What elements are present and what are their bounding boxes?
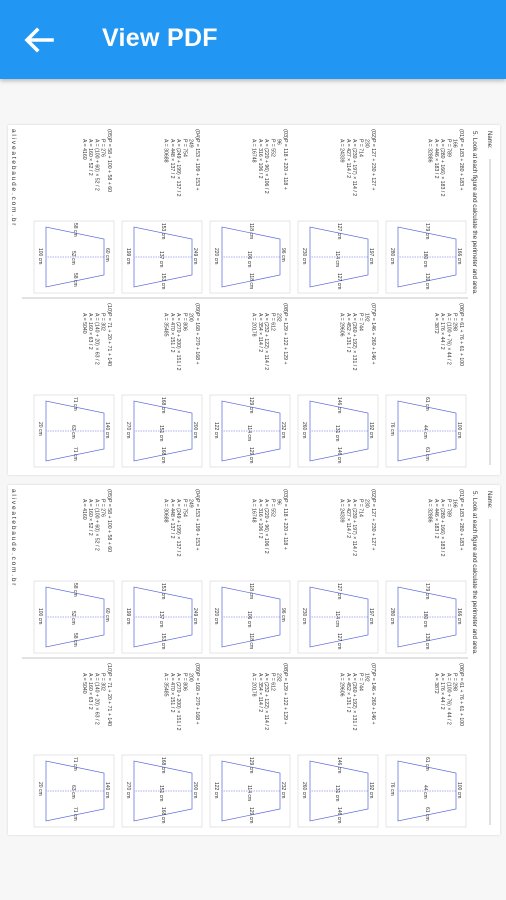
calculation-line: A = 316 × 106 / 2: [256, 499, 263, 539]
calculation-line: P = 58 + 100 + 58 + 60: [106, 139, 112, 192]
left-side-label: 127 cm: [336, 223, 342, 240]
calculation-line: P = 754: [181, 139, 188, 157]
calculation-line: 200: [187, 673, 194, 682]
left-side-label: 118 cm: [248, 223, 254, 240]
calculation-line: P = 754: [181, 499, 188, 517]
calculation-line: A = 446 × 183 / 2: [432, 499, 439, 539]
right-side-label: 139 cm: [424, 273, 430, 290]
calculation-line: A = 4160: [80, 499, 87, 520]
calculation-line: A = 160 × 63 / 2: [87, 673, 94, 710]
top-base-label: 232 cm: [280, 422, 286, 439]
calculation-line: P = 71 + 20 + 71 + 140: [106, 673, 112, 726]
calculation-line: A = 452 × 131 / 2: [344, 673, 351, 713]
pdf-viewer[interactable]: [0, 79, 506, 900]
right-side-label: 61 cm: [424, 447, 430, 461]
calculation-line: A = (230 + 197) × 114 / 2: [351, 139, 358, 197]
calculation-line: A = 316 × 106 / 2: [256, 139, 263, 179]
problem-number: (02): [370, 489, 376, 499]
problem-number: (08): [282, 663, 288, 673]
calculation-line: A = (140 + 20) × 63 / 2: [93, 673, 100, 725]
calculation-line: P = 183 + 280 + 183 +: [458, 499, 464, 551]
right-side-label: 153 cm: [160, 633, 166, 650]
top-base-label: 60 cm: [104, 608, 110, 622]
height-label: 52 cm: [70, 611, 76, 625]
bottom-base-label: 100 cm: [37, 608, 43, 625]
calculation-line: A = (260 + 192) × 131 / 2: [351, 313, 358, 371]
calculation-line: P = 146 + 260 + 146 +: [370, 673, 376, 725]
calculation-line: A = 5040: [80, 313, 87, 334]
calculation-line: A = 427 × 114 / 2: [344, 499, 351, 539]
worksheet-1-content: [8, 125, 500, 475]
calculation-line: P = 714: [357, 499, 364, 517]
calculation-line: A = 427 × 114 / 2: [344, 139, 351, 179]
bottom-base-label: 220 cm: [213, 248, 219, 265]
top-base-label: 192 cm: [368, 422, 374, 439]
left-side-label: 168 cm: [160, 397, 166, 414]
bottom-base-label: 20 cm: [37, 422, 43, 436]
worksheet-page-1: [8, 125, 500, 475]
calculation-line: P = 58 + 100 + 58 + 60: [106, 499, 112, 552]
left-side-label: 129 cm: [248, 757, 254, 774]
calculation-line: P = 744: [357, 673, 364, 691]
worksheet-instruction: 5. Look at each figure and calculate the perimeter and area.: [471, 131, 478, 295]
problem-number: (07): [370, 663, 376, 673]
calculation-line: P = 168 + 270 + 168 +: [194, 673, 200, 725]
top-base-label: 249 cm: [192, 248, 198, 265]
calculation-line: 96: [275, 499, 282, 505]
problem-number: (08): [282, 303, 288, 313]
right-side-label: 129 cm: [248, 447, 254, 464]
height-label: 137 cm: [158, 251, 164, 268]
calculation-line: P = 153 + 199 + 153 +: [194, 139, 200, 191]
calculation-line: A = (280 + 166) × 183 / 2: [439, 139, 446, 197]
right-side-label: 71 cm: [72, 447, 78, 461]
top-base-label: 192 cm: [368, 782, 374, 799]
top-base-label: 96 cm: [280, 608, 286, 622]
calculation-line: P = 276: [99, 139, 106, 157]
calculation-line: A = (220 + 96) × 106 / 2: [263, 139, 270, 194]
top-base-label: 197 cm: [368, 248, 374, 265]
right-side-label: 146 cm: [336, 807, 342, 824]
height-label: 44 cm: [422, 785, 428, 799]
bottom-base-label: 260 cm: [301, 782, 307, 799]
left-side-label: 58 cm: [72, 223, 78, 237]
calculation-line: A = (270 + 200) × 151 / 2: [175, 313, 182, 371]
right-side-label: 118 cm: [248, 273, 254, 290]
problem-number: (10): [106, 663, 112, 673]
height-label: 131 cm: [334, 425, 340, 442]
calculation-line: P = 61 + 76 + 61 + 100: [458, 673, 464, 726]
calculation-line: A = (232 + 122) × 114 / 2: [263, 673, 270, 731]
bottom-base-label: 199 cm: [125, 608, 131, 625]
calculation-line: P = 129 + 122 + 129 +: [282, 313, 288, 365]
left-side-label: 61 cm: [424, 397, 430, 411]
calculation-line: P = 71 + 20 + 71 + 140: [106, 313, 112, 366]
left-side-label: 153 cm: [160, 583, 166, 600]
calculation-line: A = 446 × 183 / 2: [432, 139, 439, 179]
calculation-line: A = (270 + 200) × 151 / 2: [175, 673, 182, 731]
worksheet-footer: a l i v e a t e b a u d e . c o m . b r: [10, 129, 17, 226]
calculation-line: P = 298: [451, 673, 458, 691]
calculation-line: A = 470 × 151 / 2: [168, 313, 175, 353]
calculation-line: A = (100 + 60) × 52 / 2: [93, 139, 100, 191]
height-label: 180 cm: [422, 611, 428, 628]
problem-number: (01): [458, 129, 464, 139]
bottom-base-label: 270 cm: [125, 422, 131, 439]
worksheet-name-label: Name:: [486, 491, 492, 509]
right-side-label: 58 cm: [72, 633, 78, 647]
calculation-line: A = (100 + 60) × 52 / 2: [93, 499, 100, 551]
top-base-label: 249 cm: [192, 608, 198, 625]
top-base-label: 96 cm: [280, 248, 286, 262]
calculation-line: P = 183 + 280 + 183 +: [458, 139, 464, 191]
calculation-line: A = 30688: [162, 499, 169, 523]
calculation-line: A = (232 + 122) × 114 / 2: [263, 313, 270, 371]
problem-number: (01): [458, 489, 464, 499]
calculation-line: 166: [451, 499, 458, 508]
top-base-label: 140 cm: [104, 422, 110, 439]
height-label: 106 cm: [246, 251, 252, 268]
problem-number: (04): [194, 129, 200, 139]
calculation-line: A = 160 × 52 / 2: [87, 139, 94, 176]
calculation-line: A = 354 × 114 / 2: [256, 313, 263, 353]
calculation-line: P = 298: [451, 313, 458, 331]
calculation-line: P = 552: [269, 499, 276, 517]
problem-number: (06): [458, 663, 464, 673]
bottom-base-label: 76 cm: [389, 782, 395, 796]
height-label: 63 cm: [70, 785, 76, 799]
back-button[interactable]: [22, 24, 56, 56]
height-label: 114 cm: [334, 611, 340, 628]
problem-number: (03): [282, 129, 288, 139]
calculation-line: 200: [187, 313, 194, 322]
calculation-line: A = (260 + 192) × 131 / 2: [351, 673, 358, 731]
left-side-label: 153 cm: [160, 223, 166, 240]
left-side-label: 168 cm: [160, 757, 166, 774]
calculation-line: P = 744: [357, 313, 364, 331]
calculation-line: A = 176 × 44 / 2: [439, 313, 446, 350]
calculation-line: A = (230 + 197) × 114 / 2: [351, 499, 358, 557]
left-side-label: 118 cm: [248, 583, 254, 600]
calculation-line: A = 35485: [162, 673, 169, 697]
arrow-left-icon: [22, 24, 56, 56]
calculation-line: A = 3872: [432, 673, 439, 694]
top-base-label: 60 cm: [104, 248, 110, 262]
bottom-base-label: 76 cm: [389, 422, 395, 436]
calculation-line: 230: [363, 499, 370, 508]
problem-number: (05): [106, 129, 112, 139]
height-label: 44 cm: [422, 425, 428, 439]
height-label: 180 cm: [422, 251, 428, 268]
height-label: 151 cm: [158, 425, 164, 442]
right-side-label: 168 cm: [160, 447, 166, 464]
height-label: 114 cm: [334, 251, 340, 268]
height-label: 52 cm: [70, 251, 76, 265]
page-title: View PDF: [102, 24, 218, 52]
calculation-line: 166: [451, 139, 458, 148]
bottom-base-label: 100 cm: [37, 248, 43, 265]
bottom-base-label: 199 cm: [125, 248, 131, 265]
left-side-label: 179 cm: [424, 583, 430, 600]
right-side-label: 127 cm: [336, 273, 342, 290]
calculation-line: 249: [187, 139, 194, 148]
problem-number: (06): [458, 303, 464, 313]
calculation-line: A = 160 × 52 / 2: [87, 499, 94, 536]
calculation-line: A = 470 × 151 / 2: [168, 673, 175, 713]
top-base-label: 100 cm: [456, 422, 462, 439]
right-side-label: 61 cm: [424, 807, 430, 821]
calculation-line: P = 118 + 220 + 118 +: [282, 139, 288, 190]
worksheet-footer: a l i v e a t e b a u d e . c o m . b r: [10, 489, 17, 586]
top-base-label: 100 cm: [456, 782, 462, 799]
pdf-page: [8, 125, 500, 900]
right-side-label: 139 cm: [424, 633, 430, 650]
problem-number: (02): [370, 129, 376, 139]
problem-number: (10): [106, 303, 112, 313]
calculation-line: P = 806: [181, 673, 188, 691]
problem-number: (05): [106, 489, 112, 499]
calculation-line: A = 160 × 63 / 2: [87, 313, 94, 350]
problem-number: (07): [370, 303, 376, 313]
problem-number: (09): [194, 303, 200, 313]
right-side-label: 153 cm: [160, 273, 166, 290]
top-base-label: 197 cm: [368, 608, 374, 625]
calculation-line: A = (100 + 76) × 44 / 2: [445, 313, 452, 365]
height-label: 114 cm: [246, 785, 252, 802]
right-side-label: 58 cm: [72, 273, 78, 287]
height-label: 114 cm: [246, 425, 252, 442]
calculation-line: P = 146 + 260 + 146 +: [370, 313, 376, 365]
left-side-label: 71 cm: [72, 757, 78, 771]
calculation-line: P = 612: [269, 673, 276, 691]
bottom-base-label: 122 cm: [213, 782, 219, 799]
worksheet-instruction: 5. Look at each figure and calculate the perimeter and area.: [471, 491, 478, 655]
calculation-line: 96: [275, 139, 282, 145]
height-label: 137 cm: [158, 611, 164, 628]
left-side-label: 179 cm: [424, 223, 430, 240]
calculation-line: A = 3872: [432, 313, 439, 334]
app-bar: [0, 0, 506, 79]
top-base-label: 166 cm: [456, 248, 462, 265]
top-base-label: 200 cm: [192, 782, 198, 799]
right-side-label: 146 cm: [336, 447, 342, 464]
calculation-line: A = 20178: [250, 673, 257, 697]
calculation-line: A = 29606: [338, 313, 345, 337]
calculation-line: P = 153 + 199 + 153 +: [194, 499, 200, 551]
calculation-line: 232: [275, 673, 282, 682]
calculation-line: A = (100 + 76) × 44 / 2: [445, 673, 452, 725]
worksheet-page-2: [8, 485, 500, 835]
calculation-line: A = 176 × 44 / 2: [439, 673, 446, 710]
calculation-line: A = (280 + 166) × 183 / 2: [439, 499, 446, 557]
calculation-line: P = 168 + 270 + 168 +: [194, 313, 200, 365]
right-side-label: 129 cm: [248, 807, 254, 824]
problem-number: (09): [194, 663, 200, 673]
calculation-line: A = (249 + 199) × 137 / 2: [175, 499, 182, 557]
calculation-line: P = 118 + 220 + 118 +: [282, 499, 288, 550]
calculation-line: P = 129 + 122 + 129 +: [282, 673, 288, 725]
calculation-line: A = 32886: [426, 139, 433, 163]
bottom-base-label: 280 cm: [389, 248, 395, 265]
right-side-label: 127 cm: [336, 633, 342, 650]
bottom-base-label: 260 cm: [301, 422, 307, 439]
calculation-line: A = 35485: [162, 313, 169, 337]
bottom-base-label: 230 cm: [301, 608, 307, 625]
calculation-line: A = 24339: [338, 139, 345, 163]
bottom-base-label: 122 cm: [213, 422, 219, 439]
right-side-label: 168 cm: [160, 807, 166, 824]
calculation-line: A = 24339: [338, 499, 345, 523]
calculation-line: P = 276: [99, 499, 106, 517]
left-side-label: 58 cm: [72, 583, 78, 597]
height-label: 151 cm: [158, 785, 164, 802]
height-label: 106 cm: [246, 611, 252, 628]
bottom-base-label: 20 cm: [37, 782, 43, 796]
calculation-line: 192: [363, 673, 370, 682]
worksheet-name-label: Name:: [486, 131, 492, 149]
calculation-line: P = 806: [181, 313, 188, 331]
top-base-label: 140 cm: [104, 782, 110, 799]
calculation-line: A = 16748: [250, 139, 257, 163]
calculation-line: P = 302: [99, 673, 106, 691]
calculation-line: 230: [363, 139, 370, 148]
height-label: 63 cm: [70, 425, 76, 439]
calculation-line: P = 302: [99, 313, 106, 331]
left-side-label: 129 cm: [248, 397, 254, 414]
calculation-line: 192: [363, 313, 370, 322]
left-side-label: 127 cm: [336, 583, 342, 600]
calculation-line: A = 20178: [250, 313, 257, 337]
left-side-label: 146 cm: [336, 397, 342, 414]
calculation-line: 249: [187, 499, 194, 508]
top-base-label: 166 cm: [456, 608, 462, 625]
calculation-line: A = 16748: [250, 499, 257, 523]
height-label: 131 cm: [334, 785, 340, 802]
problem-number: (03): [282, 489, 288, 499]
calculation-line: 232: [275, 313, 282, 322]
calculation-line: P = 552: [269, 139, 276, 157]
calculation-line: A = 4160: [80, 139, 87, 160]
calculation-line: A = 452 × 131 / 2: [344, 313, 351, 353]
right-side-label: 118 cm: [248, 633, 254, 650]
bottom-base-label: 230 cm: [301, 248, 307, 265]
calculation-line: A = (249 + 199) × 137 / 2: [175, 139, 182, 197]
calculation-line: A = (140 + 20) × 63 / 2: [93, 313, 100, 365]
calculation-line: A = 32886: [426, 499, 433, 523]
right-side-label: 71 cm: [72, 807, 78, 821]
calculation-line: A = 30688: [162, 139, 169, 163]
calculation-line: P = 789: [445, 139, 452, 157]
calculation-line: P = 127 + 230 + 127 +: [370, 499, 376, 551]
bottom-base-label: 270 cm: [125, 782, 131, 799]
worksheet-2-content: [8, 485, 500, 835]
calculation-line: A = 448 × 137 / 2: [168, 499, 175, 539]
worksheet-rotated-group: [10, 129, 492, 467]
calculation-line: P = 714: [357, 139, 364, 157]
calculation-line: P = 127 + 230 + 127 +: [370, 139, 376, 191]
top-base-label: 200 cm: [192, 422, 198, 439]
worksheet-rotated-group: [10, 489, 492, 827]
calculation-line: A = (220 + 96) × 106 / 2: [263, 499, 270, 554]
bottom-base-label: 280 cm: [389, 608, 395, 625]
bottom-base-label: 220 cm: [213, 608, 219, 625]
calculation-line: A = 5040: [80, 673, 87, 694]
calculation-line: P = 61 + 76 + 61 + 100: [458, 313, 464, 366]
left-side-label: 61 cm: [424, 757, 430, 771]
left-side-label: 71 cm: [72, 397, 78, 411]
calculation-line: P = 612: [269, 313, 276, 331]
calculation-line: A = 448 × 137 / 2: [168, 139, 175, 179]
calculation-line: A = 354 × 114 / 2: [256, 673, 263, 713]
problem-number: (04): [194, 489, 200, 499]
top-base-label: 232 cm: [280, 782, 286, 799]
calculation-line: P = 789: [445, 499, 452, 517]
calculation-line: A = 29606: [338, 673, 345, 697]
left-side-label: 146 cm: [336, 757, 342, 774]
